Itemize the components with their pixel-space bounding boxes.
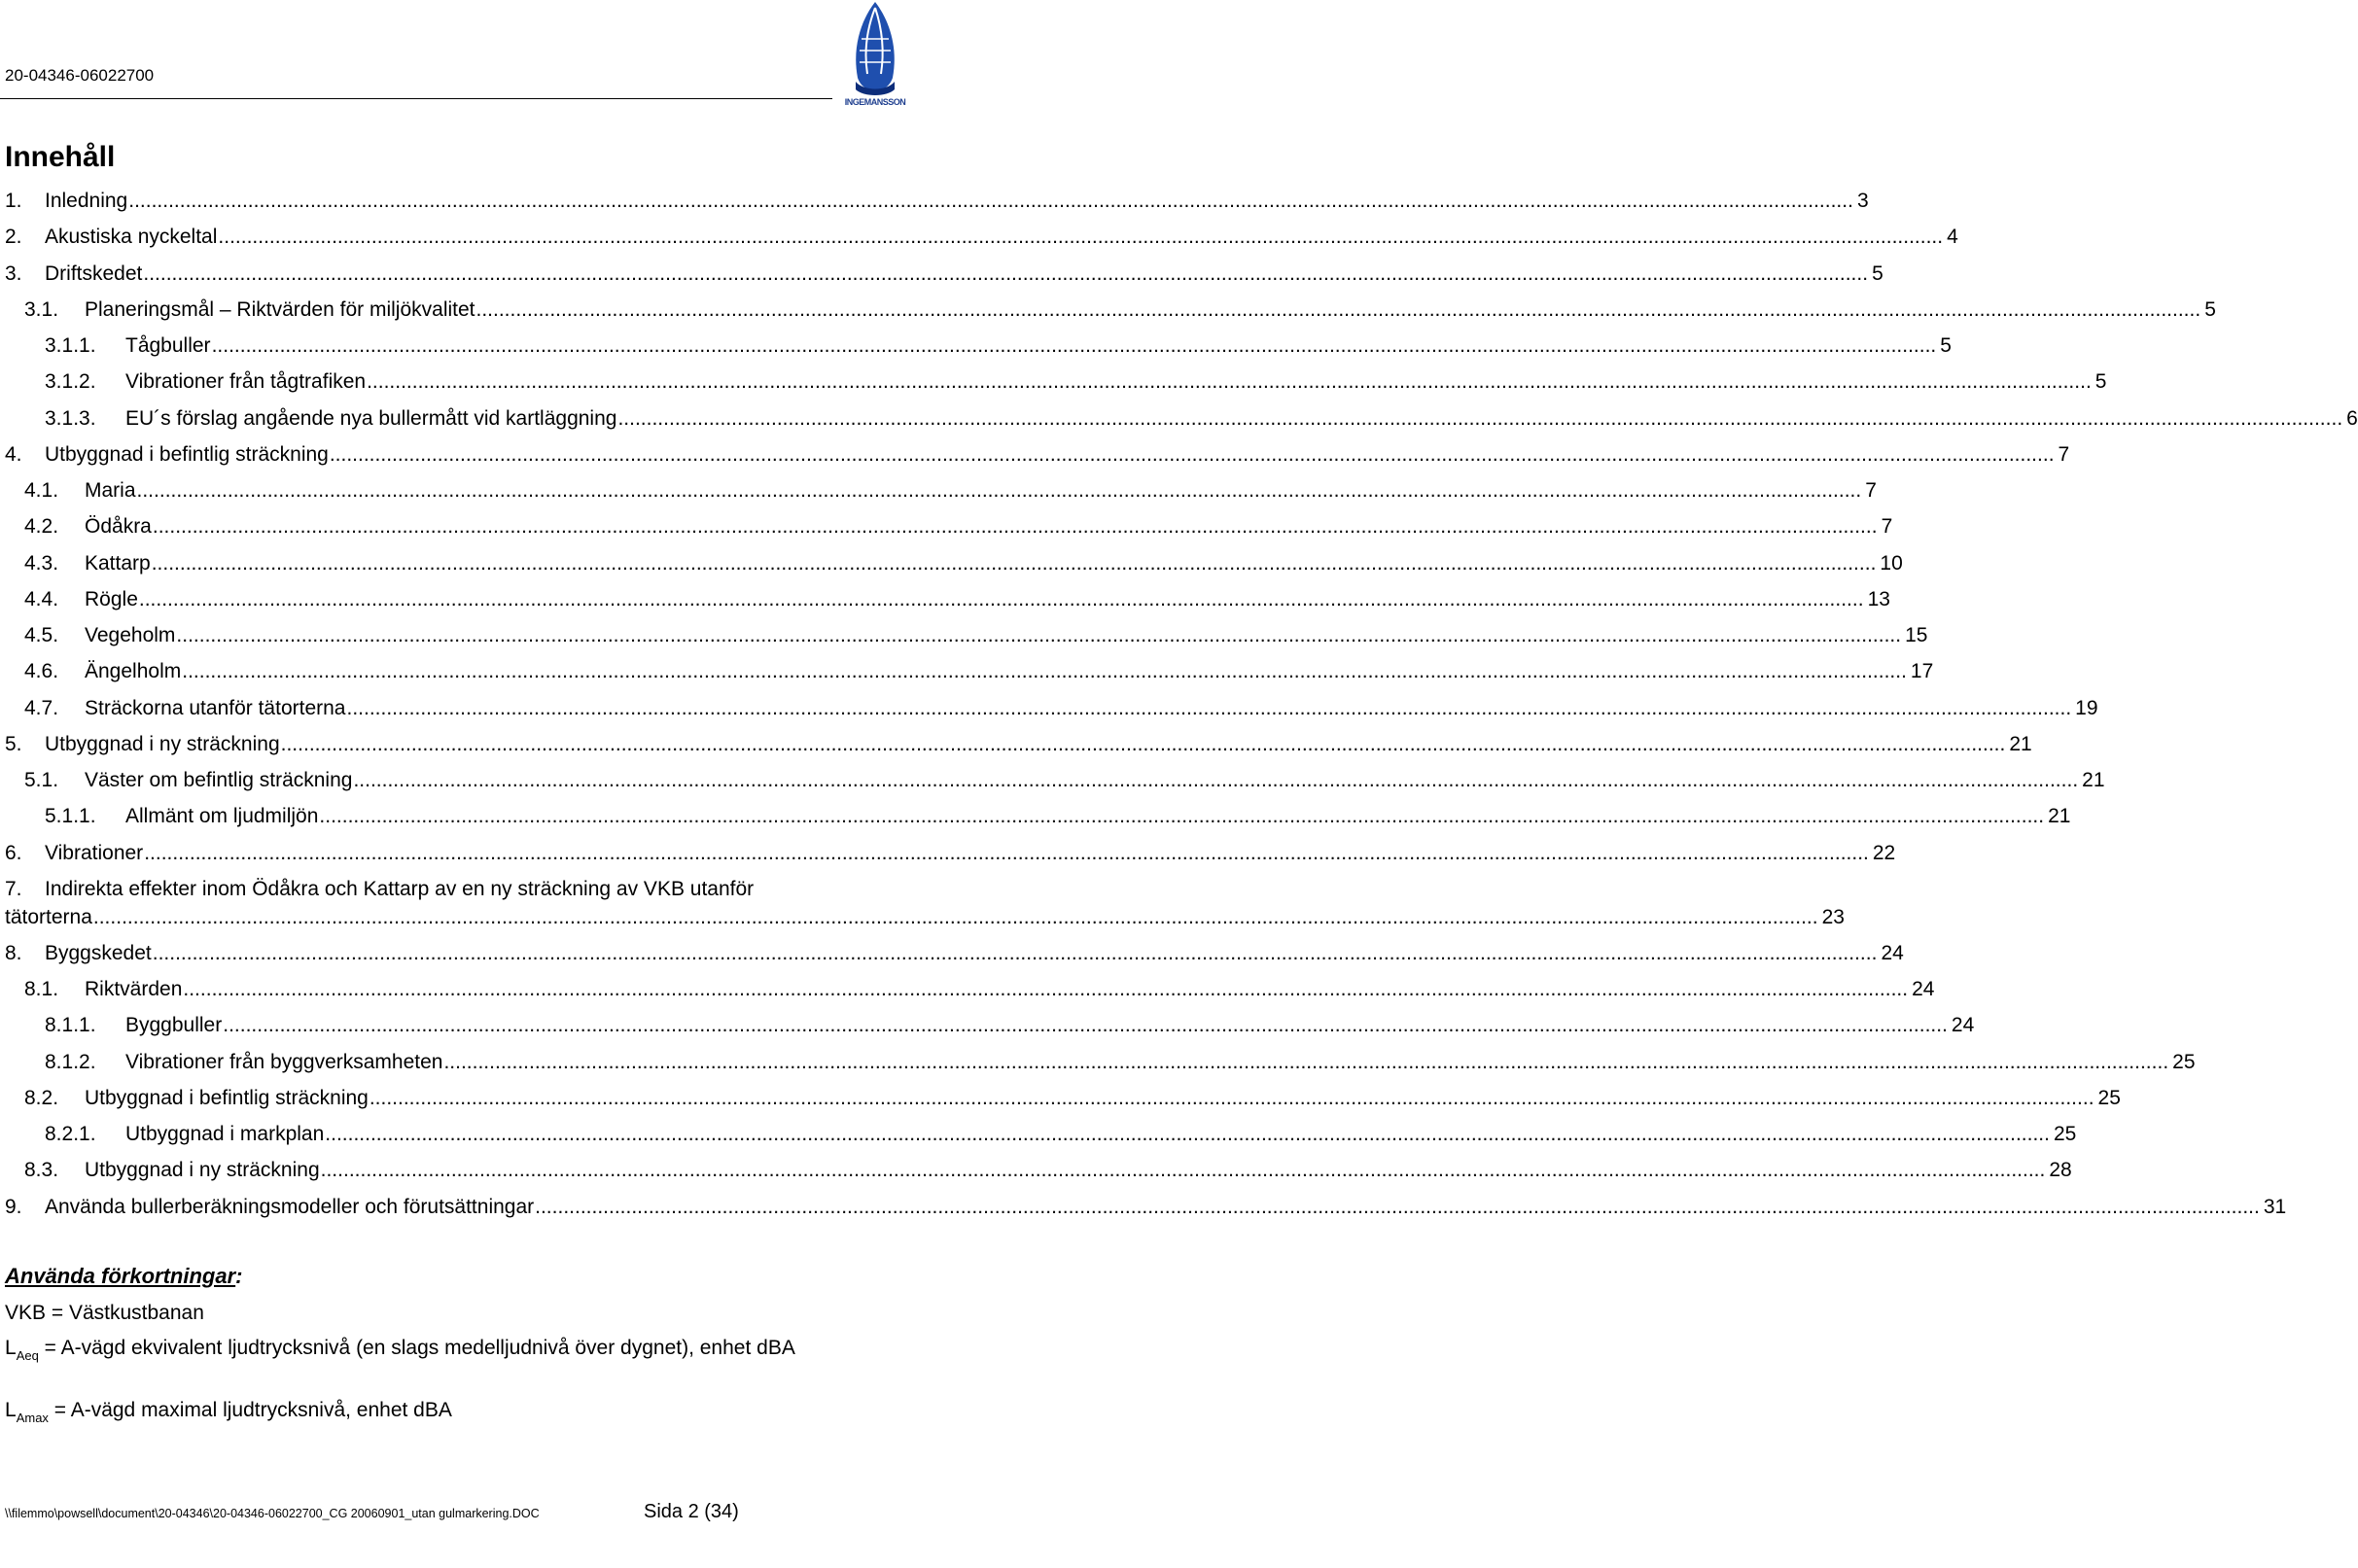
toc-entry-page-number: 6: [2346, 406, 2358, 430]
toc-entry-page-number: 7: [1865, 479, 1877, 502]
toc-entry-number: 4.1.: [24, 479, 59, 502]
toc-entry-number: 5.: [5, 732, 22, 755]
toc-entry-page-number: 25: [2097, 1086, 2121, 1109]
toc-entry-row: [125, 1116, 2077, 1152]
toc-entry-row: [5, 899, 1845, 935]
toc-entry-dot-leader: ................................................................................................................................................................................................................................................................................................................: [211, 334, 1937, 357]
toc-entry-row: [45, 436, 2070, 472]
toc-entry-page-number: 7: [1881, 515, 1893, 539]
toc-entry-row: [85, 545, 1903, 581]
toc-entry-label: Vibrationer: [45, 841, 144, 864]
toc-entry-page-number: 5: [1940, 334, 1952, 357]
toc-entry-dot-leader: ................................................................................................................................................................................................................................................................................................................: [138, 587, 1864, 610]
toc-entry-page-number: 17: [1910, 660, 1934, 683]
toc-entry-number: 9.: [5, 1195, 22, 1218]
toc-entry-page-number: 13: [1867, 587, 1890, 610]
toc-entry-page-number: 22: [1872, 841, 1896, 864]
toc-entry-page-number: 15: [1905, 624, 1928, 646]
toc-entry[interactable]: [0, 1189, 2287, 1225]
toc-entry-page-number: 3: [1856, 190, 1869, 212]
toc-entry-dot-leader: ................................................................................................................................................................................................................................................................................................................: [353, 769, 2079, 791]
toc-entry-dot-leader: ................................................................................................................................................................................................................................................................................................................: [346, 696, 2072, 719]
toc-entry-row: [125, 401, 2358, 436]
logo-text: INGEMANSSON: [844, 97, 906, 107]
toc-entry-number: 3.: [5, 261, 22, 285]
toc-entry-number: 8.1.2.: [45, 1050, 96, 1073]
toc-entry-page-number: 24: [1912, 978, 1935, 1000]
abbreviations-title: [5, 1264, 242, 1289]
abbreviations-title-colon: :: [235, 1264, 243, 1288]
toc-entry[interactable]: [0, 219, 1958, 255]
abbreviation-lamax: [5, 1398, 831, 1423]
toc-entry-dot-leader: ................................................................................................................................................................................................................................................................................................................: [329, 442, 2055, 466]
toc-entry-label: Utbyggnad i befintlig sträckning: [85, 1086, 369, 1109]
toc-entry-number: 7.: [5, 877, 22, 900]
toc-entry-label: Byggskedet: [45, 941, 152, 964]
toc-entry-number: 4.3.: [24, 551, 59, 575]
shell-logo-icon: [842, 0, 908, 111]
abbreviation-vkb: VKB = Västkustbanan: [5, 1302, 204, 1324]
toc-entry-row: [85, 1080, 2121, 1116]
toc-entry-number: 3.1.: [24, 297, 59, 321]
toc-entry-page-number: 31: [2263, 1195, 2287, 1218]
toc-entry-label: Sträckorna utanför tätorterna: [85, 696, 346, 719]
toc-entry-row: [85, 653, 1934, 689]
toc-entry[interactable]: [0, 1007, 1975, 1043]
header-doc-id: 20-04346-06022700: [5, 66, 155, 85]
toc-entry[interactable]: [0, 183, 1869, 219]
toc-entry-label: Ängelholm: [85, 660, 182, 683]
toc-entry-dot-leader: ................................................................................................................................................................................................................................................................................................................: [617, 406, 2343, 430]
toc-entry-row: [85, 971, 1935, 1007]
toc-entry-row: [85, 762, 2105, 798]
toc-entry-label: Utbyggnad i befintlig sträckning: [45, 442, 329, 466]
toc-entry-label: EU´s förslag angående nya bullermått vid kartläggning: [125, 406, 617, 430]
toc-entry-row: [85, 508, 1893, 544]
toc-entry-label: Planeringsmål – Riktvärden för miljökvalitet: [85, 297, 475, 321]
toc-entry-row: [125, 1007, 1975, 1043]
toc-entry-row: [85, 581, 1890, 617]
toc-entry-dot-leader: ................................................................................................................................................................................................................................................................................................................: [183, 978, 1909, 1000]
toc-entry-dot-leader: ................................................................................................................................................................................................................................................................................................................: [367, 370, 2092, 394]
toc-entry[interactable]: [0, 726, 2032, 762]
abbreviation-laeq-text: = A-vägd ekvivalent ljudtrycksnivå (en slags medelljudnivå över dygnet), enhet dBA: [38, 1337, 795, 1359]
toc-entry[interactable]: [0, 364, 2107, 400]
toc-entry[interactable]: [0, 292, 2216, 328]
toc-entry-number: 8.: [5, 941, 22, 964]
toc-entry-number: 2.: [5, 226, 22, 249]
toc-entry-dot-leader: ................................................................................................................................................................................................................................................................................................................: [152, 515, 1878, 539]
toc-entry-number: 4.2.: [24, 515, 59, 539]
toc-entry-number: 4.6.: [24, 660, 59, 683]
toc-entry[interactable]: [0, 690, 2098, 726]
toc-entry-page-number: 25: [2053, 1123, 2077, 1145]
toc-entry[interactable]: [0, 1044, 2196, 1080]
toc-entry-label: Utbyggnad i markplan: [125, 1123, 325, 1145]
toc-entry-label: Kattarp: [85, 551, 151, 575]
toc-entry-page-number: 23: [1821, 905, 1845, 928]
toc-entry-label: Vibrationer från tågtrafiken: [125, 370, 367, 394]
abbreviation-laeq-subscript: Aeq: [16, 1348, 39, 1363]
toc-entry-label: Rögle: [85, 587, 138, 610]
toc-entry[interactable]: [0, 328, 1952, 364]
toc-entry-label: Vibrationer från byggverksamheten: [125, 1050, 443, 1073]
toc-entry-page-number: 4: [1947, 226, 1958, 249]
toc-entry-page-number: 5: [2094, 370, 2107, 394]
toc-entry-page-number: 24: [1951, 1014, 1975, 1037]
abbreviations-title-text: Använda förkortningar: [5, 1264, 236, 1288]
toc-entry[interactable]: [0, 1116, 2077, 1152]
toc-entry-page-number: 19: [2075, 696, 2098, 719]
footer-page-number: Sida 2 (34): [644, 1501, 739, 1522]
toc-entry-dot-leader: ................................................................................................................................................................................................................................................................................................................: [152, 941, 1878, 964]
toc-entry-number: 3.1.3.: [45, 406, 96, 430]
toc-entry-page-number: 25: [2172, 1050, 2196, 1073]
toc-entry-row: [85, 1152, 2072, 1188]
toc-entry-number: 8.2.: [24, 1086, 59, 1109]
toc-title: Innehåll: [5, 141, 116, 173]
header-rule: [0, 98, 832, 99]
toc-entry-dot-leader: ................................................................................................................................................................................................................................................................................................................: [319, 805, 2045, 828]
toc-entry-dot-leader: ................................................................................................................................................................................................................................................................................................................: [143, 261, 1869, 285]
toc-entry-page-number: 24: [1881, 941, 1904, 964]
toc-entry[interactable]: [0, 545, 1903, 581]
toc-entry-row: [45, 1189, 2287, 1225]
toc-entry[interactable]: [0, 617, 1928, 653]
toc-entry[interactable]: [0, 653, 1934, 689]
abbreviation-lamax-text: = A-vägd maximal ljudtrycksnivå, enhet dBA: [48, 1399, 452, 1421]
toc-entry-label: Riktvärden: [85, 978, 183, 1000]
toc-entry-page-number: 5: [1872, 261, 1883, 285]
toc-entry-dot-leader: ................................................................................................................................................................................................................................................................................................................: [136, 479, 1862, 502]
toc-entry-dot-leader: ................................................................................................................................................................................................................................................................................................................: [475, 297, 2201, 321]
toc-entry-number: 5.1.1.: [45, 805, 96, 828]
toc-entry[interactable]: [0, 971, 1935, 1007]
toc-entry[interactable]: [0, 436, 2070, 472]
abbreviation-laeq: [5, 1336, 831, 1361]
toc-entry-number: 5.1.: [24, 769, 59, 791]
toc-entry[interactable]: [0, 1080, 2121, 1116]
toc-entry-number: 1.: [5, 190, 22, 212]
toc-entry-row: [85, 617, 1928, 653]
toc-entry-row: [45, 256, 1883, 292]
toc-entry-number: 8.1.1.: [45, 1014, 96, 1037]
toc-entry-page-number: 21: [2048, 805, 2071, 828]
toc-entry-row: [125, 328, 1952, 364]
toc-entry[interactable]: [0, 472, 1877, 508]
footer-file-path: \\filemmo\powsell\document\20-04346\20-04346-06022700_CG 20060901_utan gulmarkering.DOC: [5, 1507, 540, 1520]
toc-entry-dot-leader: ................................................................................................................................................................................................................................................................................................................: [92, 905, 1818, 928]
toc-entry-dot-leader: ................................................................................................................................................................................................................................................................................................................: [443, 1050, 2169, 1073]
toc-entry-row: [85, 690, 2098, 726]
toc-entry[interactable]: [0, 1152, 2072, 1188]
toc-entry-label: Driftskedet: [45, 261, 143, 285]
toc-entry-number: 4.5.: [24, 624, 59, 646]
toc-entry-page-number: 28: [2049, 1159, 2072, 1182]
toc-entry[interactable]: [0, 581, 1890, 617]
toc-entry-label: Allmänt om ljudmiljön: [125, 805, 319, 828]
toc-entry-label: Tågbuller: [125, 334, 211, 357]
toc-entry-label: Inledning: [45, 190, 128, 212]
toc-entry-number: 3.1.1.: [45, 334, 96, 357]
toc-entry-row: [45, 219, 1958, 255]
toc-entry-label: Använda bullerberäkningsmodeller och förutsättningar: [45, 1195, 535, 1218]
toc-entry-label: Utbyggnad i ny sträckning: [85, 1159, 320, 1182]
toc-entry[interactable]: [0, 935, 1904, 971]
toc-entry-number: 8.3.: [24, 1159, 59, 1182]
abbreviation-laeq-symbol: L: [5, 1337, 17, 1359]
toc-entry-dot-leader: ................................................................................................................................................................................................................................................................................................................: [176, 624, 1902, 646]
toc-entry-label-continued: tätorterna: [5, 905, 92, 928]
toc-entry-number: 6.: [5, 841, 22, 864]
toc-entry-page-number: 5: [2204, 297, 2216, 321]
toc-entry[interactable]: [0, 871, 1845, 935]
toc-entry-label: Väster om befintlig sträckning: [85, 769, 353, 791]
toc-entry-dot-leader: ................................................................................................................................................................................................................................................................................................................: [182, 660, 1907, 683]
toc-entry-dot-leader: ................................................................................................................................................................................................................................................................................................................: [325, 1123, 2050, 1145]
toc-entry-page-number: 10: [1880, 551, 1903, 575]
toc-entry-number: 4.4.: [24, 587, 59, 610]
toc-entry-dot-leader: ................................................................................................................................................................................................................................................................................................................: [151, 551, 1877, 575]
toc-entry-label: Akustiska nyckeltal: [45, 226, 218, 249]
toc-entry-label: Indirekta effekter inom Ödåkra och Kattarp av en ny sträckning av VKB utanför: [45, 877, 755, 900]
abbreviation-lamax-subscript: Amax: [16, 1411, 49, 1425]
toc-entry-row: [125, 798, 2071, 834]
toc-entry-page-number: 7: [2058, 442, 2070, 466]
toc-entry-dot-leader: ................................................................................................................................................................................................................................................................................................................: [280, 732, 2006, 755]
toc-entry[interactable]: [0, 762, 2105, 798]
toc-entry-dot-leader: ................................................................................................................................................................................................................................................................................................................: [320, 1159, 2046, 1182]
toc-entry[interactable]: [0, 508, 1893, 544]
toc-entry-row: [85, 472, 1877, 508]
toc-entry-dot-leader: ................................................................................................................................................................................................................................................................................................................: [535, 1195, 2260, 1218]
toc-entry-row: [45, 726, 2032, 762]
toc-entry[interactable]: [0, 401, 2358, 436]
toc-entry[interactable]: [0, 798, 2071, 834]
toc-entry-number: 4.7.: [24, 696, 59, 719]
abbreviation-lamax-symbol: L: [5, 1399, 17, 1421]
toc-entry-row: [85, 292, 2216, 328]
toc-entry-label: Maria: [85, 479, 136, 502]
toc-entry-row: [45, 935, 1904, 971]
toc-entry-number: 8.2.1.: [45, 1123, 96, 1145]
toc-entry-row: [125, 364, 2107, 400]
toc-entry-label: Ödåkra: [85, 515, 152, 539]
toc-entry-label: Vegeholm: [85, 624, 176, 646]
toc-entry-row: [45, 183, 1869, 219]
toc-entry-dot-leader: ................................................................................................................................................................................................................................................................................................................: [218, 226, 1944, 249]
toc-entry[interactable]: [0, 835, 1896, 871]
toc-entry-number: 3.1.2.: [45, 370, 96, 394]
toc-entry-number: 8.1.: [24, 978, 59, 1000]
toc-entry-label: Byggbuller: [125, 1014, 223, 1037]
toc-entry-row: [45, 835, 1896, 871]
toc-entry-dot-leader: ................................................................................................................................................................................................................................................................................................................: [144, 841, 1869, 864]
toc-entry-dot-leader: ................................................................................................................................................................................................................................................................................................................: [128, 190, 1853, 212]
toc-entry-page-number: 21: [2082, 769, 2105, 791]
toc-entry-dot-leader: ................................................................................................................................................................................................................................................................................................................: [369, 1086, 2094, 1109]
toc-entry-page-number: 21: [2009, 732, 2032, 755]
toc-entry-label: Utbyggnad i ny sträckning: [45, 732, 280, 755]
table-of-contents: [0, 183, 2358, 1225]
toc-entry-number: 4.: [5, 442, 22, 466]
toc-entry-dot-leader: ................................................................................................................................................................................................................................................................................................................: [223, 1014, 1948, 1037]
toc-entry[interactable]: [0, 256, 1883, 292]
toc-entry-row: [125, 1044, 2196, 1080]
